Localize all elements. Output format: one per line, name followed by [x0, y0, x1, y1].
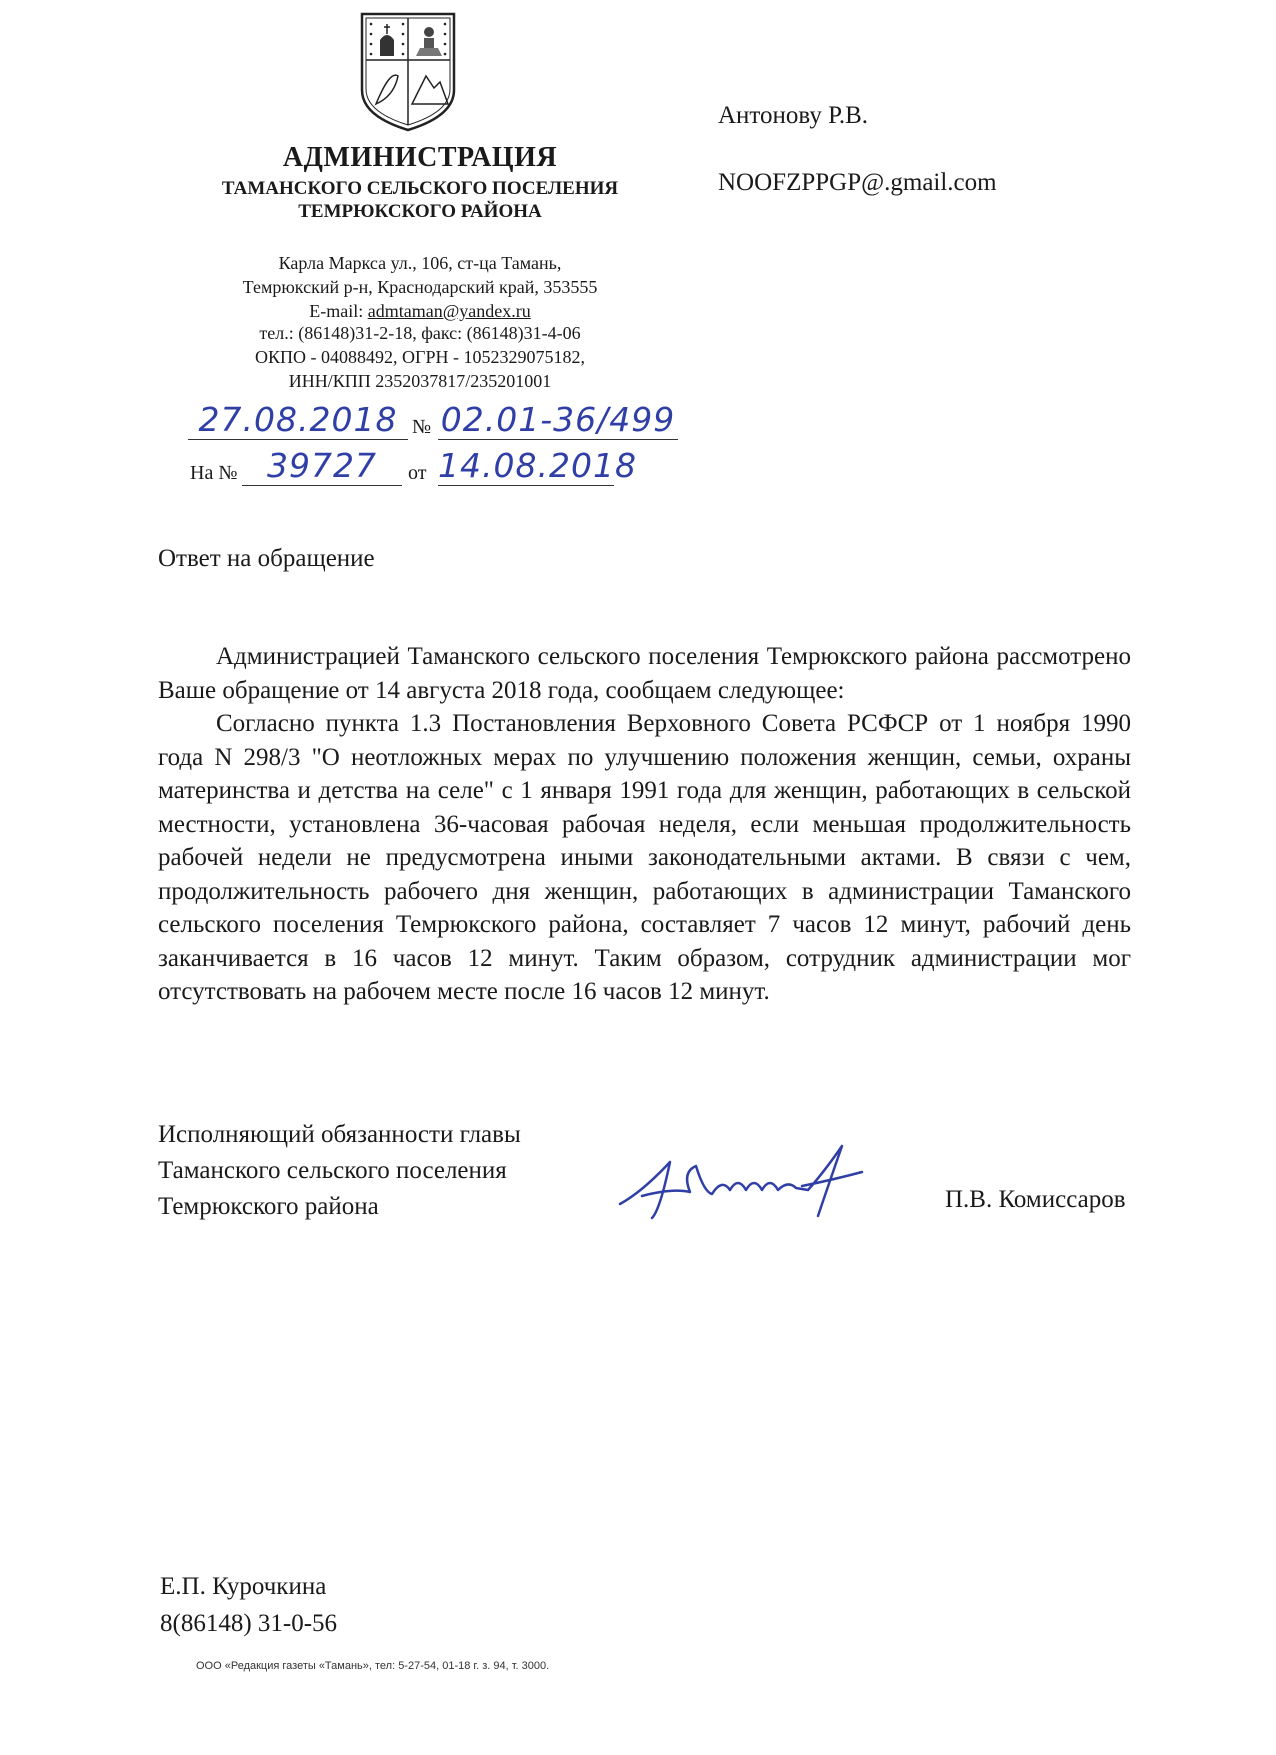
signatory-position-line-2: Таманского сельского поселения [158, 1157, 507, 1184]
reference-date: 14.08.2018 [438, 446, 637, 485]
organization-title: АДМИНИСТРАЦИЯ [282, 142, 558, 173]
address-line-2: Темрюкский р-н, Краснодарский край, 353555 [242, 277, 598, 297]
signatory-position-line-3: Темрюкского района [158, 1193, 379, 1220]
letter-body [158, 640, 1131, 1009]
recipient-email: NOOFZPPGP@.gmail.com [718, 169, 997, 196]
letter-subject: Ответ на обращение [158, 545, 375, 572]
phone-fax-line: тел.: (86148)31-2-18, факс: (86148)31-4-06 [259, 323, 581, 343]
signatory-name: П.В. Комиссаров [945, 1186, 1126, 1213]
recipient-name: Антонову Р.В. [718, 102, 869, 129]
executor-phone: 8(86148) 31-0-56 [160, 1610, 338, 1637]
body-paragraph-2: Согласно пункта 1.3 Постановления Верховного Совета РСФСР от 1 ноября 1990 года N 298/3 "О неотложных мерах по улучшению положения женщин, семьи, охраны материнства и детства на селе" с 1 января 1991 года для женщин, работающих в сельской местности, установлена 36-часовая рабочая неделя, если меньшая продолжительность рабочей недели не предусмотрена иными законодательными актами. В связи с чем, продолжительность рабочего дня женщин, работающих в администрации Таманского сельского поселения Темрюкского района, составляет 7 часов 12 минут, рабочий день заканчивается в 16 часов 12 минут. Таким образом, сотрудник администрации мог отсутствовать на рабочем месте после 16 часов 12 минут. [158, 710, 1131, 1005]
header-email-line [150, 299, 690, 323]
email-label: E-mail: [309, 301, 368, 321]
organization-subtitle-1: ТАМАНСКОГО СЕЛЬСКОГО ПОСЕЛЕНИЯ [221, 178, 619, 199]
header-email-link[interactable]: admtaman@yandex.ru [367, 301, 531, 321]
registration-date: 27.08.2018 [188, 400, 408, 440]
address-line-1: Карла Маркса ул., 106, ст-ца Тамань, [278, 253, 562, 273]
handwritten-signature-icon [612, 1132, 902, 1232]
inn-kpp-line: ИНН/КПП 2352037817/235201001 [288, 371, 552, 391]
registration-number: 02.01-36/499 [438, 400, 678, 440]
executor-name: Е.П. Курочкина [160, 1573, 327, 1600]
reference-from-label: от [408, 462, 427, 484]
registry-codes-line: ОКПО - 04088492, ОГРН - 1052329075182, [255, 347, 585, 367]
printer-note: ООО «Редакция газеты «Тамань», тел: 5-27-54, 01-18 г. з. 94, т. 3000. [196, 1660, 550, 1672]
signatory-position-line-1: Исполняющий обязанности главы [158, 1121, 521, 1148]
body-paragraph-1: Администрацией Таманского сельского поселения Темрюкского района рассмотрено Ваше обращение от 14 августа 2018 года, сообщаем следующее: [158, 643, 1131, 704]
reference-number-label: На № [190, 462, 238, 484]
registration-number-label: № [412, 416, 432, 438]
coat-of-arms-emblem [354, 4, 462, 134]
reference-number: 39727 [242, 446, 402, 486]
organization-subtitle-2: ТЕМРЮКСКОГО РАЙОНА [298, 201, 542, 222]
